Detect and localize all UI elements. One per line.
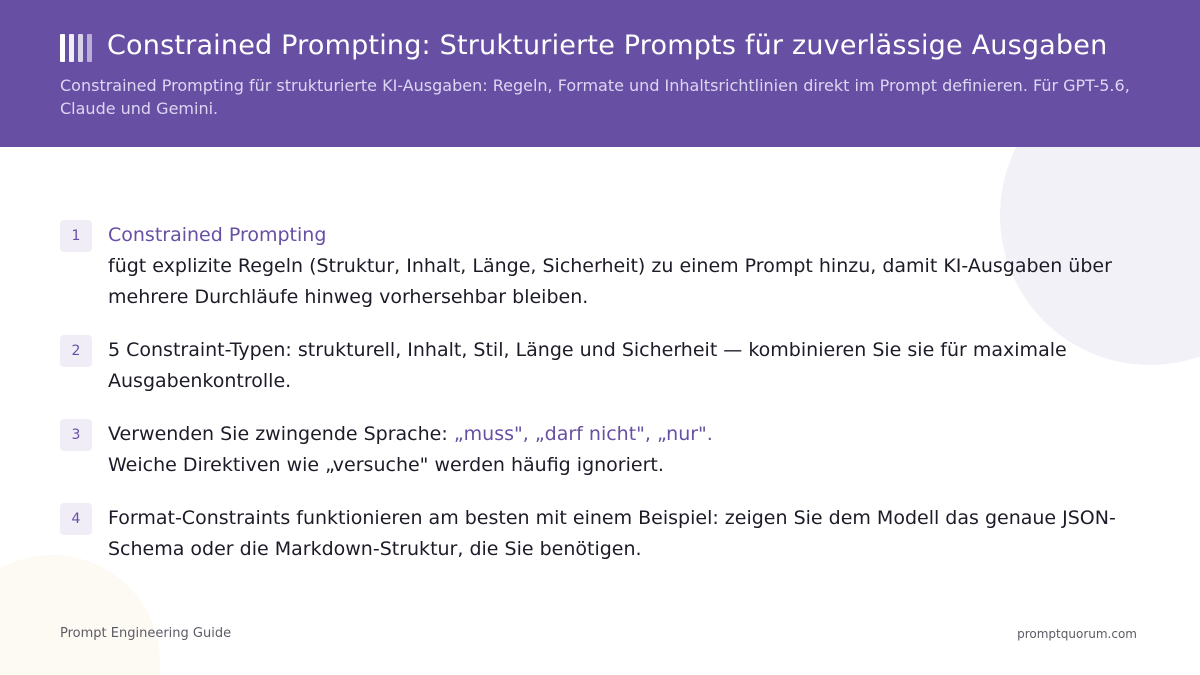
item-highlight: „muss", „darf nicht", „nur". — [453, 423, 713, 445]
item-text: fügt explizite Regeln (Struktur, Inhalt, Länge, Sicherheit) zu einem Prompt hinzu, damit KI-Ausgaben über mehrere Durchläufe hinweg vorhersehbar bleiben. — [108, 255, 1112, 308]
list-item — [60, 503, 1190, 565]
list-item — [60, 419, 1190, 481]
item-text: Format-Constraints funktionieren am besten mit einem Beispiel: zeigen Sie dem Modell das genaue JSON-Schema oder die Markdown-Struktur, die Sie benötigen. — [108, 507, 1116, 560]
header-banner — [0, 0, 1200, 147]
item-text: Verwenden Sie zwingende Sprache: — [108, 423, 454, 445]
item-number-badge: 2 — [60, 335, 92, 367]
footer-guide-label: Prompt Engineering Guide — [60, 626, 232, 641]
item-text: 5 Constraint-Typen: strukturell, Inhalt, Stil, Länge und Sicherheit — kombinieren Sie sie für maximale Ausgabenkontrolle. — [108, 339, 1067, 392]
page-subtitle: Constrained Prompting für strukturierte KI-Ausgaben: Regeln, Formate und Inhaltsrichtlinien direkt im Prompt definieren. Für GPT-5.6, Claude und Gemini. — [60, 76, 1130, 118]
item-number-badge: 3 — [60, 419, 92, 451]
list-item — [60, 220, 1190, 313]
list-item — [60, 335, 1190, 397]
item-heading: Constrained Prompting — [108, 224, 327, 246]
item-number-badge: 4 — [60, 503, 92, 535]
footer-site-link[interactable]: promptquorum.com — [1017, 627, 1137, 641]
item-number-badge: 1 — [60, 220, 92, 252]
key-points-list — [60, 220, 1190, 587]
page-title: Constrained Prompting: Strukturierte Prompts für zuverlässige Ausgaben — [107, 30, 1108, 61]
item-text-continued: Weiche Direktiven wie „versuche" werden häufig ignoriert. — [108, 454, 664, 476]
vertical-bars-icon — [60, 34, 92, 62]
